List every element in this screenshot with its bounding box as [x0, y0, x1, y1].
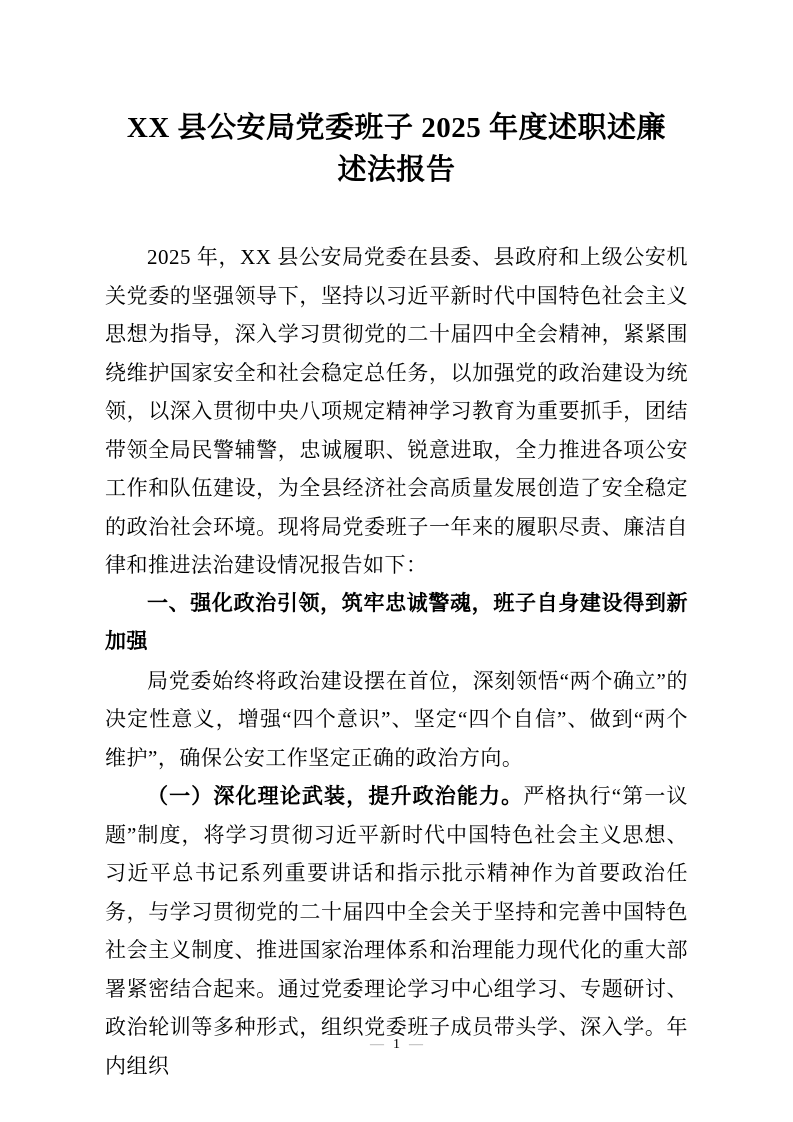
document-title: [105, 107, 688, 191]
subsection-1-text: 严格执行“第一议题”制度，将学习贯彻习近平新时代中国特色社会主义思想、习近平总书记系列重要讲话和指示批示精神作为首要政治任务，与学习贯彻党的二十届四中全会关于坚持和完善中国特色社会主义制度、推进国家治理体系和治理能力现代化的重大部署紧密结合起来。通过党委理论学习中心组学习、专题研讨、政治轮训等多种形式，组织党委班子成员带头学、深入学。年内组织: [105, 784, 688, 1078]
footer-left-dash: —: [370, 1037, 384, 1052]
document-content: [105, 107, 688, 1085]
footer-page-number: 1: [393, 1037, 400, 1052]
page-footer: [0, 1036, 793, 1054]
section-1-heading: 一、强化政治引领，筑牢忠诚警魂，班子自身建设得到新加强: [105, 591, 688, 653]
intro-paragraph: 2025 年，XX 县公安局党委在县委、县政府和上级公安机关党委的坚强领导下，坚持以习近平新时代中国特色社会主义思想为指导，深入学习贯彻党的二十届四中全会精神，紧紧围绕维护国家安全和社会稳定总任务，以加强党的政治建设为统领，以深入贯彻中央八项规定精神学习教育为重要抓手，团结带领全局民警辅警，忠诚履职、锐意进取，全力推进各项公安工作和队伍建设，为全县经济社会高质量发展创造了安全稳定的政治社会环境。现将局党委班子一年来的履职尽责、廉洁自律和推进法治建设情况报告如下：: [105, 245, 688, 577]
document-title-line-1: XX 县公安局党委班子 2025 年度述职述廉: [126, 112, 667, 144]
document-title-line-2: 述法报告: [337, 154, 456, 186]
section-1-overview-paragraph: 局党委始终将政治建设摆在首位，深刻领悟“两个确立”的决定性意义，增强“四个意识”、坚定“四个自信”、做到“两个维护”，确保公安工作坚定正确的政治方向。: [105, 668, 688, 770]
subsection-1-lead: （一）深化理论武装，提升政治能力。: [147, 784, 524, 808]
footer-right-dash: —: [409, 1037, 423, 1052]
